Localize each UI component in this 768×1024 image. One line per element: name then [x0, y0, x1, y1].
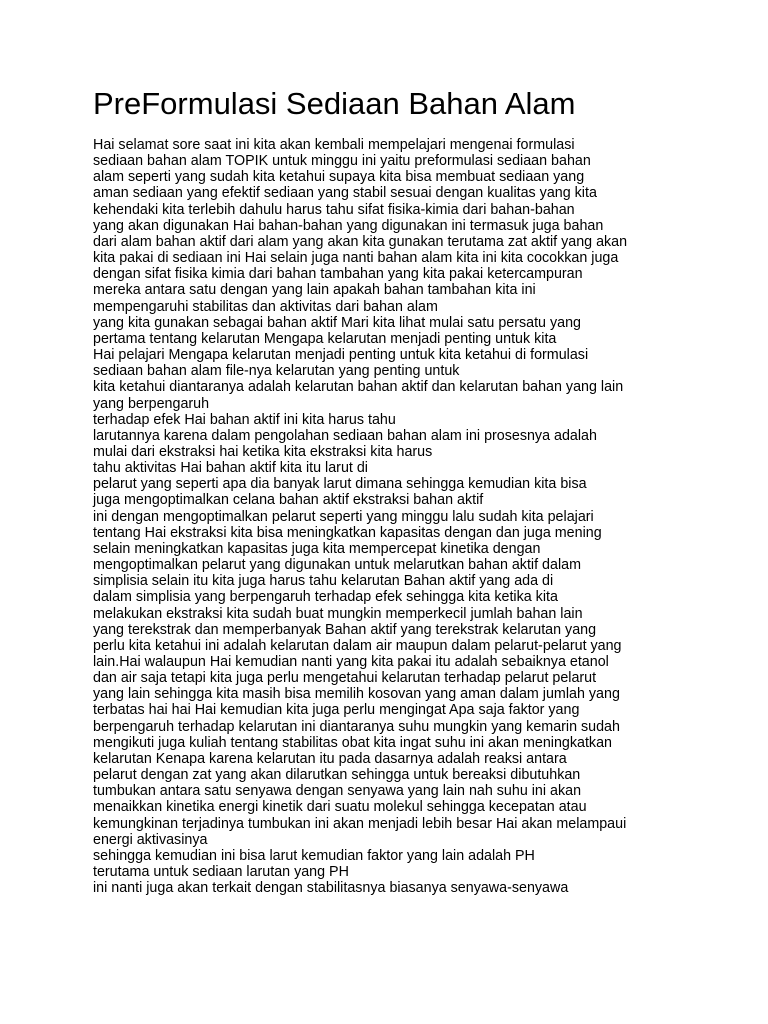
body-line: yang lain sehingga kita masih bisa memilih kosovan yang aman dalam jumlah yang — [93, 686, 620, 703]
body-line: sediaan bahan alam file-nya kelarutan yang penting untuk — [93, 363, 460, 380]
body-line: mengoptimalkan pelarut yang digunakan untuk melarutkan bahan aktif dalam — [93, 557, 581, 574]
body-line: Hai selamat sore saat ini kita akan kembali mempelajari mengenai formulasi — [93, 137, 575, 153]
body-line: yang akan digunakan Hai bahan-bahan yang digunakan ini termasuk juga bahan — [93, 217, 604, 234]
body-line: yang terekstrak dan memperbanyak Bahan aktif yang terekstrak kelarutan yang — [93, 621, 597, 638]
body-line: pelarut dengan zat yang akan dilarutkan sehingga untuk bereaksi dibutuhkan — [93, 767, 581, 784]
body-line: kita ketahui diantaranya adalah kelarutan bahan aktif dan kelarutan bahan yang lain — [93, 379, 624, 396]
body-line: Hai pelajari Mengapa kelarutan menjadi penting untuk kita ketahui di formulasi — [93, 347, 589, 364]
body-line: juga mengoptimalkan celana bahan aktif ekstraksi bahan aktif — [93, 492, 484, 509]
body-line: sehingga kemudian ini bisa larut kemudian faktor yang lain adalah PH — [93, 847, 535, 864]
body-line: yang kita gunakan sebagai bahan aktif Mari kita lihat mulai satu persatu yang — [93, 314, 581, 331]
body-line: lain.Hai walaupun Hai kemudian nanti yang kita pakai itu adalah sebaiknya etanol — [93, 654, 609, 670]
body-line: tahu aktivitas Hai bahan aktif kita itu larut di — [93, 460, 368, 477]
body-line: simplisia selain itu kita juga harus tahu kelarutan Bahan aktif yang ada di — [93, 573, 554, 590]
body-line: dan air saja tetapi kita juga perlu mengetahui kelarutan terhadap pelarut pelarut — [93, 670, 597, 687]
document-body — [93, 137, 693, 896]
body-line: dengan sifat fisika kimia dari bahan tambahan yang kita pakai ketercampuran — [93, 266, 583, 283]
body-line: yang berpengaruh — [93, 395, 210, 412]
body-line: berpengaruh terhadap kelarutan ini diantaranya suhu mungkin yang kemarin sudah — [93, 718, 620, 735]
body-line: terhadap efek Hai bahan aktif ini kita harus tahu — [93, 411, 396, 428]
body-line: pertama tentang kelarutan Mengapa kelarutan menjadi penting untuk kita — [93, 330, 557, 347]
body-line: mulai dari ekstraksi hai ketika kita ekstraksi kita harus — [93, 443, 433, 460]
body-line: alam seperti yang sudah kita ketahui supaya kita bisa membuat sediaan yang — [93, 169, 585, 186]
body-line: energi aktivasinya — [93, 831, 208, 848]
body-line: pelarut yang seperti apa dia banyak larut dimana sehingga kemudian kita bisa — [93, 476, 587, 493]
body-line: menaikkan kinetika energi kinetik dari suatu molekul sehingga kecepatan atau — [93, 799, 587, 816]
body-line: kehendaki kita terlebih dahulu harus tahu sifat fisika-kimia dari bahan-bahan — [93, 201, 575, 218]
body-line: tumbukan antara satu senyawa dengan senyawa yang lain nah suhu ini akan — [93, 783, 582, 800]
body-line: terutama untuk sediaan larutan yang PH — [93, 864, 349, 881]
body-line: kita pakai di sediaan ini Hai selain juga nanti bahan alam kita ini kita cocokkan juga — [93, 250, 619, 267]
body-line: aman sediaan yang efektif sediaan yang stabil sesuai dengan kualitas yang kita — [93, 185, 597, 202]
body-line: larutannya karena dalam pengolahan sediaan bahan alam ini prosesnya adalah — [93, 427, 597, 444]
body-line: mengikuti juga kuliah tentang stabilitas obat kita ingat suhu ini akan meningkatkan — [93, 734, 612, 751]
body-line: kelarutan Kenapa karena kelarutan itu pada dasarnya adalah reaksi antara — [93, 750, 567, 767]
body-line: dari alam bahan aktif dari alam yang akan kita gunakan terutama zat aktif yang akan — [93, 233, 628, 250]
body-line: ini dengan mengoptimalkan pelarut seperti yang minggu lalu sudah kita pelajari — [93, 508, 594, 525]
body-line: mereka antara satu dengan yang lain apakah bahan tambahan kita ini — [93, 282, 536, 299]
document-title: PreFormulasi Sediaan Bahan Alam — [93, 86, 576, 121]
body-line: tentang Hai ekstraksi kita bisa meningkatkan kapasitas dengan dan juga mening — [93, 524, 602, 541]
body-line: dalam simplisia yang berpengaruh terhadap efek sehingga kita ketika kita — [93, 589, 558, 606]
body-line: sediaan bahan alam TOPIK untuk minggu ini yaitu preformulasi sediaan bahan — [93, 153, 591, 170]
body-line: melakukan ekstraksi kita sudah buat mungkin memperkecil jumlah bahan lain — [93, 605, 583, 622]
body-line: mempengaruhi stabilitas dan aktivitas dari bahan alam — [93, 298, 438, 315]
body-line: kemungkinan terjadinya tumbukan ini akan menjadi lebih besar Hai akan melampaui — [93, 815, 627, 832]
body-line: perlu kita ketahui ini adalah kelarutan dalam air maupun dalam pelarut-pelarut yang — [93, 637, 622, 654]
body-line: ini nanti juga akan terkait dengan stabilitasnya biasanya senyawa-senyawa — [93, 880, 569, 897]
body-line: selain meningkatkan kapasitas juga kita mempercepat kinetika dengan — [93, 540, 541, 557]
body-line: terbatas hai hai Hai kemudian kita juga perlu mengingat Apa saja faktor yang — [93, 702, 580, 719]
